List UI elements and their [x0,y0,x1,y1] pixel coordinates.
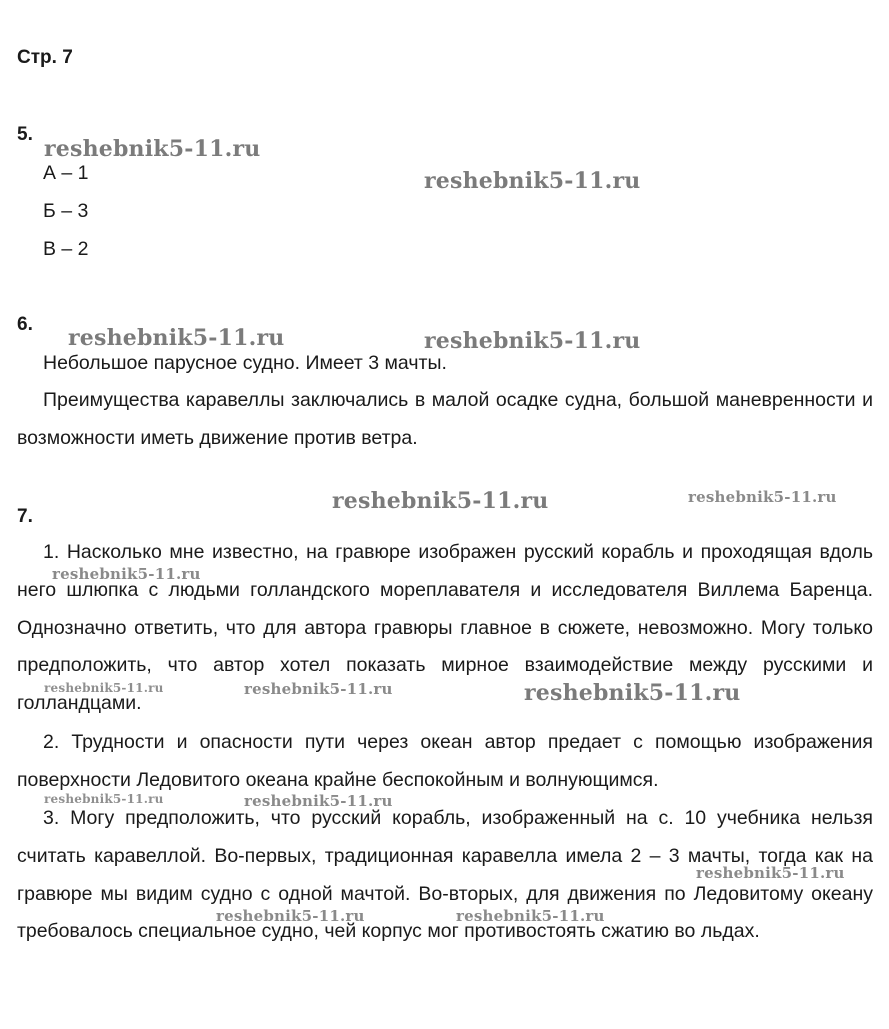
watermark: reshebnik5-11.ru [696,864,845,882]
watermark: reshebnik5-11.ru [216,907,365,925]
task-7-paragraph-3: 3. Могу предположить, что русский корабль, изображенный на с. 10 учебника нельзя считать каравеллой. Во-первых, традиционная каравелла имела 2 – 3 мачты, тогда как на гравюре мы видим судно с одной мачтой. Во-вторых, для движения по Ледовитому океану требовалось специальное судно, чей корпус мог противостоять сжатию во льдах. [17,807,873,943]
watermark: reshebnik5-11.ru [524,680,741,706]
watermark: reshebnik5-11.ru [688,488,837,506]
watermark: reshebnik5-11.ru [244,792,393,810]
watermark: reshebnik5-11.ru [44,136,261,162]
watermark: reshebnik5-11.ru [52,565,201,583]
watermark: reshebnik5-11.ru [44,792,164,806]
task-7-paragraph-2: 2. Трудности и опасности пути через океан автор предает с помощью изображения поверхности Ледовитого океана крайне беспокойным и волнующимся. [17,731,873,791]
task-6-number: 6. [17,314,33,335]
task-5-answer-v: В – 2 [43,238,89,260]
watermark: reshebnik5-11.ru [244,680,393,698]
watermark: reshebnik5-11.ru [332,488,549,514]
task-6-line-1: Небольшое парусное судно. Имеет 3 мачты. [43,352,447,374]
task-7-paragraph-1: 1. Насколько мне известно, на гравюре изображен русский корабль и проходящая вдоль него шлюпка с людьми голландского мореплавателя и исследователя Виллема Баренца. Однозначно ответить, что для автора гравюры главное в сюжете, невозможно. Могу только предположить, что автор хотел показать мирное взаимодействие между русскими и голландцами. [17,541,873,715]
task-5-answer-b: Б – 3 [43,200,89,222]
page-title: Стр. 7 [17,47,73,68]
watermark: reshebnik5-11.ru [424,328,641,354]
watermark: reshebnik5-11.ru [424,168,641,194]
watermark: reshebnik5-11.ru [456,907,605,925]
task-7-number: 7. [17,506,33,527]
task-5-answer-a: А – 1 [43,162,89,184]
watermark: reshebnik5-11.ru [44,681,164,695]
task-6-paragraph-2: Преимущества каравеллы заключались в малой осадке судна, большой маневренности и возможности иметь движение против ветра. [17,389,873,449]
task-5-number: 5. [17,124,33,145]
watermark: reshebnik5-11.ru [68,325,285,351]
